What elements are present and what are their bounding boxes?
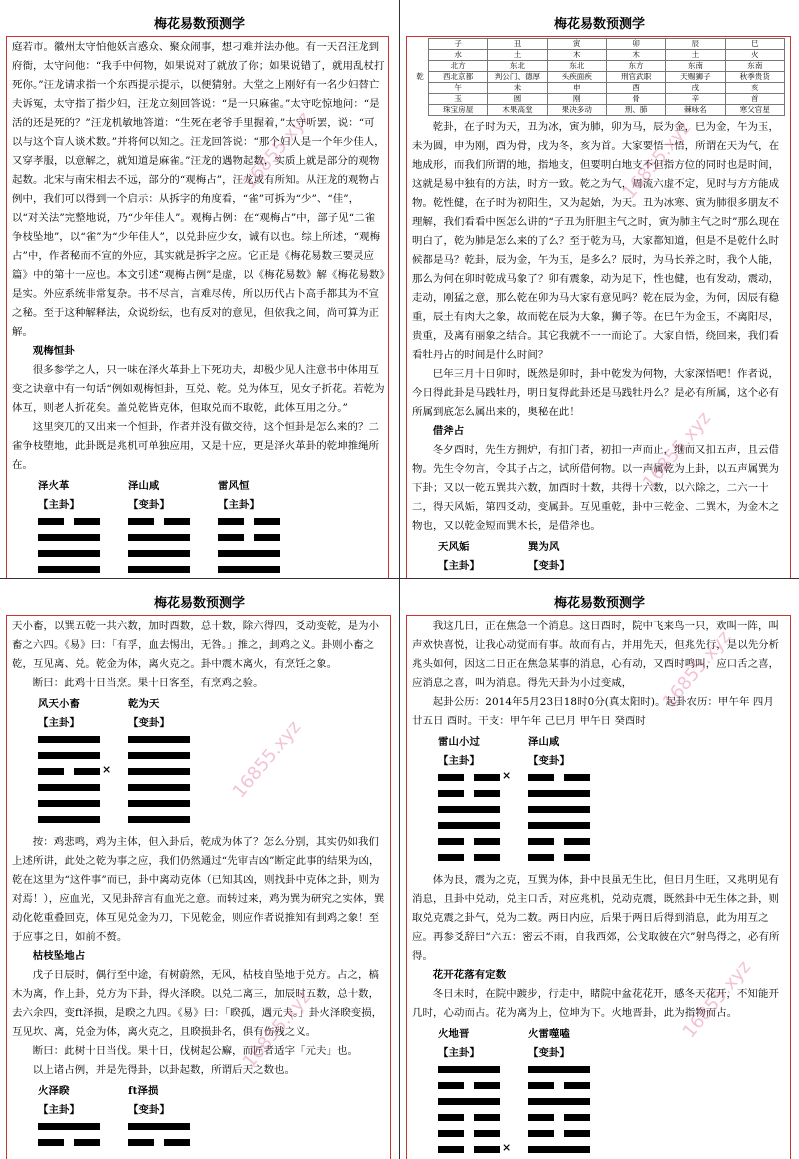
table-cell: 辰 xyxy=(666,39,725,50)
hexagram-lines xyxy=(528,1066,590,1153)
hexagram xyxy=(38,1082,100,1146)
yang-line xyxy=(218,566,280,573)
yin-line xyxy=(438,1130,500,1137)
paragraph: 乾卦，在子时为天，丑为冰，寅为肺，卯为马，辰为金，巳为金，午为玉，未为圆，申为刚，酉为骨，戌为冬，亥为首。大家要悟一悟，所谓在天为气，在地成形，而我们所谓的地，指地支，但要明白地支不但指方位的同时也是时间，这就是易中独有的方法，时方一致。乾之为气，周流六虚不定，见时与方方能成物。乾性健，在子时为初阳生，又为起始，为天。丑为冰寒、寅为肺很多朋友不理解，我们看看中医怎么讲的“子丑为肝胆主气之时，寅为肺主气之时”那么现在明白了，乾为肺是怎么来的了么？至于乾为马，大家都知道，但是不是乾什么时候都是马？乾卦，辰为金，午为玉，是多么？辰时，为马长养之时，我个人能，那么为何在卯时乾成马象了？卯有震象，动为足下，性也健，也有发动，震动，走动，刚猛之意，那么乾在卯为马大家有意见吗？乾在辰为金，为何，因辰有稳重，辰土有肉大之象，故而乾在辰为大象，狮子等。在巳午为金玉，不离阳尽，贵重，及离有丽象之结合。其它我就不一一而论了。大家自悟，绕回来，我们看看牡丹占的时间是什么时间？ xyxy=(412,121,780,361)
hexagram-lines xyxy=(528,774,590,861)
hexagram-tag: 【变卦】 xyxy=(528,755,570,767)
paragraph: 断曰：此树十日当伐。果十日，伐树起公廨，而匠者适字「元夫」也。 xyxy=(32,1045,359,1057)
paragraph: 冬日未时，在院中踱步，行走中，睹院中盆花花开，感冬天花开，不知能开几时，心动而占。花为离为上，位坤为下。火地晋卦，此为指物而占。 xyxy=(412,988,779,1019)
paragraph: 戊子日辰时，偶行至中途，有树蔚然，无风，枯枝自坠地于兑方。占之，槁木为离，作上卦，兑方为下卦，得火泽睽。以兑二离三，加辰时五数，总十数，去六余四，变ft泽损，是睽之九四。《易》曰：「睽孤，遇元夫。」卦火泽睽变损，互见坎、离，兑金为体，离火克之，且睽损卦名，俱有伤残之义。 xyxy=(12,969,383,1038)
yang-line xyxy=(528,1066,590,1073)
table-cell: 寒父官星 xyxy=(725,105,784,116)
watermark: 16855.xyz xyxy=(658,626,736,713)
yang-line xyxy=(128,768,190,775)
yang-line xyxy=(528,806,590,813)
hexagram-tag: 【变卦】 xyxy=(128,1104,170,1116)
table-row xyxy=(412,50,785,61)
paragraph: 冬夕酉时，先生方拥炉，有扣门者，初扣一声而止，继而又扣五声，且云借物。先生令勿言，令其子占之，试所借何物。以一声属乾为上卦，以五声属巽为下卦；又以一乾五巽共六数，加酉时十数，共得十六数，以六除之，二六一十二，得天风姤，第四爻动，变属卦。互见重乾，卦中三乾金、二巽木，为金木之物也，又以乾金短而巽木长，是借斧也。 xyxy=(412,444,780,532)
hexagram-lines xyxy=(438,769,512,861)
moving-line-x-icon: × xyxy=(502,769,512,782)
table-cell: 卯 xyxy=(606,39,665,50)
page-title: 梅花易数预测学 xyxy=(153,596,245,611)
table-cell: 北方 xyxy=(429,61,488,72)
paragraph: 按：鸡悲鸣，鸡为主体，但入卦后，乾成为体了？怎么分别，其实仍如我们上述所讲，此处之乾为事之应，我们仍然通过“先审吉凶”断定此事的结果为凶，乾在这里为“这件事”而已，卦中离动克体（已知其凶，则找卦中克体之卦，则为对焉！），应血光，又见卦辞言有血光之意。而转过来，鸡为巽为研究之实体，巽动化乾重叠回克，体互见兑金为刀，下见乾金，则应作者说推知有刲鸡之象！至于应事之日，如前不赘。 xyxy=(12,836,385,943)
hexagram xyxy=(38,477,100,578)
hexagram-name: 泽火革 xyxy=(38,480,70,492)
hexagram-lines xyxy=(38,1123,100,1146)
hexagram-lines xyxy=(38,736,112,823)
watermark: 16855.xyz xyxy=(238,986,316,1073)
page-4 xyxy=(400,579,799,1159)
page-body xyxy=(412,617,785,1159)
table-cell: 西北京都 xyxy=(429,72,488,83)
yin-line xyxy=(528,854,590,861)
hexagram-group xyxy=(38,695,385,823)
hexagram-name: 雷风恒 xyxy=(218,480,250,492)
yin-line xyxy=(528,1082,590,1089)
yin-line xyxy=(38,518,100,525)
table-cell: 亥 xyxy=(725,83,784,94)
hexagram-tag: 【变卦】 xyxy=(128,717,170,729)
yang-line xyxy=(438,1098,500,1105)
table-cell: 水 xyxy=(429,50,488,61)
hexagram-lines xyxy=(218,518,280,578)
page-title: 梅花易数预测学 xyxy=(553,596,645,611)
table-cell: 圆 xyxy=(488,94,547,105)
yin-line xyxy=(528,1130,590,1137)
hexagram-name: 火雷噬嗑 xyxy=(528,1028,570,1040)
paragraph: 体为艮，震为之克，互巽为体，卦中艮虽无生比，但日月生旺，又兆明见有消息，且卦中兑动，兑主口舌，对应兆机，兑动克震，既然卦中无生体之卦，则取兑克震之卦气，兑为二数。两日内应，后果于两日后得到消息，此为用互之应。再参爻辞曰“六五：密云不雨，自我西郊，公戈取彼在穴”射鸟得之，必有所得。 xyxy=(412,874,780,962)
yang-line xyxy=(128,566,190,573)
page-3 xyxy=(0,579,399,1159)
yang-line xyxy=(438,1066,500,1073)
table-cell: 首 xyxy=(725,94,784,105)
yang-line xyxy=(38,800,100,807)
section-heading: 枯枝坠地占 xyxy=(32,950,86,962)
paragraph: 这里突兀的又出来一个恒卦，作者并没有做交待，这个恒卦是怎么来的？二雀争枝堕地，此卦既是兆机可单独应用，又是十应，更是泽火革卦的乾坤推绳所在。 xyxy=(12,421,380,471)
hexagram-tag: 【主卦】 xyxy=(218,499,260,511)
table-cell: 木 xyxy=(606,50,665,61)
table-row xyxy=(412,83,785,94)
hexagram-name: 乾为天 xyxy=(128,698,160,710)
paragraph: 巳年三月十日卯时，既然是卯时，卦中乾发为何物，大家深悟吧！作者说，今日得此卦是马践牡丹，明日复得此卦还是马践牡丹么？是必有所属，这个必有所属到底怎么属出来的，奥秘在此！ xyxy=(412,368,780,418)
yang-line xyxy=(218,550,280,557)
yang-line xyxy=(38,534,100,541)
yin-line xyxy=(438,1141,512,1154)
hexagram xyxy=(38,695,112,823)
paragraph: 以上诸占例，并是先得卦，以卦起数，所谓后天之数也。 xyxy=(32,1064,296,1076)
table-cell: 辛 xyxy=(666,94,725,105)
yang-line xyxy=(128,800,190,807)
hexagram-group xyxy=(38,477,385,578)
yang-line xyxy=(38,566,100,573)
table-cell: 午 xyxy=(429,83,488,94)
hexagram-group xyxy=(38,1082,385,1146)
yang-line xyxy=(528,1098,590,1105)
hexagram xyxy=(528,733,590,861)
table-cell: 判公门、德厚 xyxy=(488,72,547,83)
page-body xyxy=(12,617,385,1159)
yang-line xyxy=(438,806,500,813)
table-cell: 东北 xyxy=(488,61,547,72)
table-cell: 东南 xyxy=(666,61,725,72)
table-cell: 子 xyxy=(429,39,488,50)
yang-line xyxy=(128,816,190,823)
table-cell: 木 xyxy=(547,50,606,61)
hexagram-name: 火泽睽 xyxy=(38,1085,70,1097)
table-cell: 珠宝房屋 xyxy=(429,105,488,116)
yang-line xyxy=(38,816,100,823)
table-cell: 戌 xyxy=(666,83,725,94)
table-cell: 玉 xyxy=(429,94,488,105)
hexagram xyxy=(128,695,190,823)
paragraph: 庭若市。徽州太守怕他妖言惑众、聚众闹事，想刁难并法办他。有一天召汪龙到府衙，太守问他：“我手中何物，如果说对了就放了你；如果说错了，就用乱杖打死你。”汪龙请求指一个东西提示提示，以便猜射。大堂之上刚好有一名少妇替亡夫诉冤，太守指了指少妇，汪龙立刻回答说：“是一只麻雀。”太守吃惊地问：“是活的还是死的？”汪龙机敏地答道：“生死在老爷手里握着，”太守听罢，说：“可以与这个盲人谈术数。”并将何以知之。汪龙回答说：“那个妇人是一个年少佳人，又穿孝服，以意解之，就知道是麻雀。”汪龙的遇物起数，实质上就是部分的观物起数。北宋与南宋相去不远，部分的“观梅占”，汪龙或有所知。从汪龙的观物占例中，我们可以得到一个启示：从拆字的角度看，“雀”可拆为“少”、“佳”，以“对关法”完整地说，乃“少年佳人”。观梅占例：在“观梅占”中，部子见“二雀争枝坠地”，以“雀”为“少年佳人”，以兑卦应少女，诚有以也。综上所述，“观梅占”中，作者秘而不宣的外应，其实就是拆字之应。它正是《梅花易数三要灵应篇》中的第十一应也。本文引述“观梅占例”是虚，以《梅花易数》解《梅花易数》是实。外应系统非常复杂。书不尽言，言难尽传，所以历代占卜高手都其为不宣之秘。至于这种解释法，众说纷纭，也有反对的意见，但依我之间，尚可算为正解。 xyxy=(12,41,385,338)
section-heading: 借斧占 xyxy=(432,425,465,437)
table-row xyxy=(412,39,785,50)
section-heading: 花开花落有定数 xyxy=(432,969,507,981)
yang-line xyxy=(38,1123,100,1130)
table-row-label: 乾 xyxy=(416,72,424,81)
page-body xyxy=(412,38,785,578)
yang-line xyxy=(38,784,100,791)
table-cell: 头疾面疾 xyxy=(547,72,606,83)
yang-line xyxy=(128,550,190,557)
yang-line xyxy=(128,752,190,759)
table-cell: 东方 xyxy=(606,61,665,72)
table-cell: 东南 xyxy=(725,61,784,72)
yin-line xyxy=(38,1139,100,1146)
hexagram-tag: 【主卦】 xyxy=(438,1047,480,1059)
page-title: 梅花易数预测学 xyxy=(553,17,645,32)
table-row xyxy=(412,61,785,72)
hexagram xyxy=(528,1025,590,1153)
table-cell: 果决多动 xyxy=(547,105,606,116)
hexagram xyxy=(128,477,190,578)
table-cell: 骨 xyxy=(606,94,665,105)
moving-line-x-icon: × xyxy=(502,1141,512,1154)
yin-line xyxy=(128,1139,190,1146)
table-row xyxy=(412,105,785,116)
yin-line xyxy=(218,534,280,541)
table-cell: 土 xyxy=(488,50,547,61)
yang-line xyxy=(38,752,100,759)
table-cell: 申 xyxy=(547,83,606,94)
table-cell: 未 xyxy=(488,83,547,94)
table-row xyxy=(412,72,785,83)
yang-line xyxy=(528,1146,590,1153)
yin-line xyxy=(438,838,500,845)
yang-line xyxy=(38,550,100,557)
paragraph: 起卦公历：2014年5月23日18时0分(真太阳时)。起卦农历：甲午年 四月 廿五日 酉时。干支：甲午年 己巳月 甲午日 癸酉时 xyxy=(412,696,774,727)
yin-line xyxy=(528,774,590,781)
table-cell: 火 xyxy=(725,50,784,61)
paragraph: 断曰：此鸡十日当烹。果十日客至，有烹鸡之验。 xyxy=(32,677,264,689)
hexagram xyxy=(528,538,590,578)
yang-line xyxy=(438,822,500,829)
hexagram-tag: 【变卦】 xyxy=(128,499,170,511)
paragraph: 我这几日，正在焦急一个消息。这日酉时，院中飞来鸟一只，欢叫一阵，叫声欢快喜悦，让我心动觉而有事。故而有占，并用先天，但兆先行，是以先分析兆头如何，因这二日正在焦急某事的消息，心有动，又酉时鸣叫，应口舌之喜，应消息之喜，叫为消息。得先天卦为小过变咸， xyxy=(412,620,780,689)
hexagram-lines xyxy=(128,518,190,578)
hexagram xyxy=(438,733,512,861)
moving-line-x-icon: × xyxy=(102,763,112,776)
watermark: 16855.xyz xyxy=(678,956,756,1043)
hexagram-lines xyxy=(128,736,190,823)
trigram-table xyxy=(412,38,785,116)
hexagram-name: ft泽损 xyxy=(128,1085,159,1097)
yang-line xyxy=(128,736,190,743)
table-cell: 刑、肺 xyxy=(606,105,665,116)
hexagram xyxy=(128,1082,190,1146)
page-body xyxy=(12,38,385,578)
table-cell: 酉 xyxy=(606,83,665,94)
yang-line xyxy=(38,736,100,743)
watermark: 16855.xyz xyxy=(238,107,316,194)
hexagram-name: 泽山咸 xyxy=(528,736,560,748)
table-row xyxy=(412,94,785,105)
hexagram-tag: 【变卦】 xyxy=(528,560,570,572)
yin-line xyxy=(218,518,280,525)
watermark: 16855.xyz xyxy=(618,117,696,204)
yin-line xyxy=(438,769,512,782)
hexagram-lines xyxy=(438,1066,512,1154)
table-cell: 土 xyxy=(666,50,725,61)
hexagram xyxy=(438,1025,512,1154)
yin-line xyxy=(128,518,190,525)
yang-line xyxy=(128,784,190,791)
hexagram-group xyxy=(438,1025,785,1153)
table-cell: 巳 xyxy=(725,39,784,50)
yang-line xyxy=(128,534,190,541)
hexagram-group xyxy=(438,733,785,861)
paragraph: 很多参学之人，只一味在泽火革卦上下死功夫，却极少见人注意书中体用互变之诀章中有一句话“例如观梅恒卦，互兑、乾。兑为体互，见女子折花。若乾为体互，则老人折花矣。盖兑乾皆克体，但取兑而不取乾，此体互用之分。” xyxy=(12,364,385,414)
page-1 xyxy=(0,0,399,578)
page-2 xyxy=(400,0,799,578)
paragraph: 天小畜，以巽五乾一共六数，加时酉数，总十数，除六得四，爻动变乾，是为小畜之六四。《易》曰：「有孚，血去惕出，无咎。」推之，刲鸡之义。卦则小畜之乾，互见离、兑。乾金为体，离火克之。卦中震木离火，有烹饪之象。 xyxy=(12,620,380,670)
table-cell: 棘咏名 xyxy=(666,105,725,116)
hexagram-name: 巽为风 xyxy=(528,541,560,553)
hexagram-tag: 【主卦】 xyxy=(38,499,80,511)
hexagram-name: 风天小畜 xyxy=(38,698,80,710)
yin-line xyxy=(438,1082,500,1089)
page-title: 梅花易数预测学 xyxy=(153,17,245,32)
watermark: 16855.xyz xyxy=(638,407,716,494)
section-heading: 观梅恒卦 xyxy=(32,345,75,357)
yin-line xyxy=(38,763,112,776)
table-cell: 刚 xyxy=(547,94,606,105)
yin-line xyxy=(438,790,500,797)
hexagram-name: 火地晋 xyxy=(438,1028,470,1040)
yin-line xyxy=(438,854,500,861)
watermark: 16855.xyz xyxy=(228,716,306,803)
table-cell: 东北 xyxy=(547,61,606,72)
table-cell: 丑 xyxy=(488,39,547,50)
hexagram-tag: 【主卦】 xyxy=(38,1104,80,1116)
yin-line xyxy=(438,1114,500,1121)
hexagram xyxy=(218,477,280,578)
table-cell: 刑官武职 xyxy=(606,72,665,83)
hexagram-group xyxy=(438,538,785,578)
yang-line xyxy=(528,790,590,797)
hexagram-lines xyxy=(38,518,100,578)
yang-line xyxy=(128,1123,190,1130)
hexagram-lines xyxy=(128,1123,190,1146)
table-cell: 秋季贵货 xyxy=(725,72,784,83)
table-cell: 木果高堂 xyxy=(488,105,547,116)
hexagram-name: 天风姤 xyxy=(438,541,470,553)
hexagram-tag: 【主卦】 xyxy=(38,717,80,729)
table-cell: 寅 xyxy=(547,39,606,50)
yang-line xyxy=(528,822,590,829)
yin-line xyxy=(528,838,590,845)
hexagram xyxy=(438,538,500,578)
hexagram-tag: 【主卦】 xyxy=(438,755,480,767)
hexagram-name: 雷山小过 xyxy=(438,736,480,748)
table-cell: 天赐狮子 xyxy=(666,72,725,83)
hexagram-tag: 【主卦】 xyxy=(438,560,480,572)
hexagram-tag: 【变卦】 xyxy=(528,1047,570,1059)
yin-line xyxy=(528,1114,590,1121)
hexagram-name: 泽山咸 xyxy=(128,480,160,492)
